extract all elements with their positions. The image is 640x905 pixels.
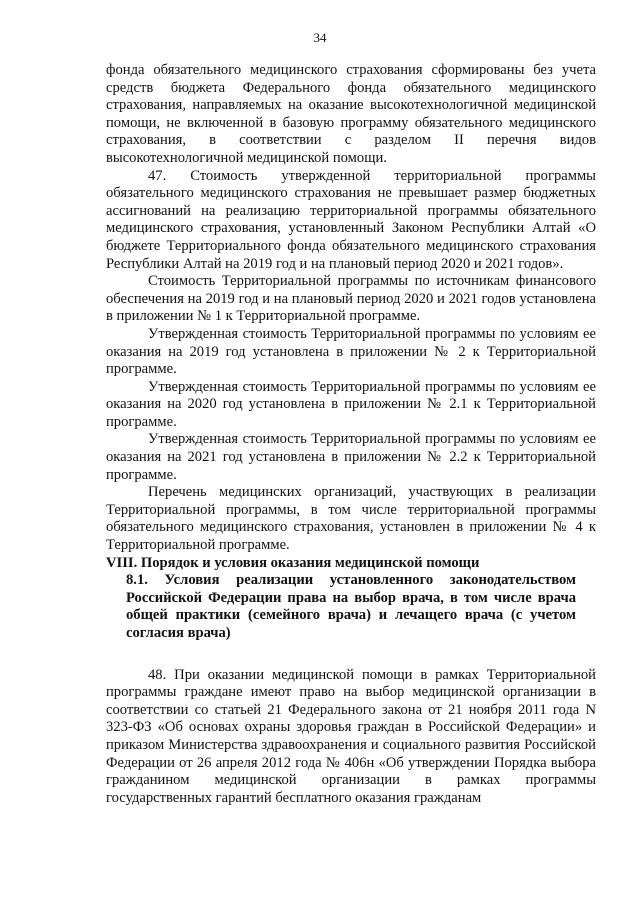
paragraph-continuation: фонда обязательного медицинского страхования сформированы без учета средств бюджета Федерального фонда обязательного медицинского страхования, направляемых на оказание высокотехнологичной медицинской помощи, не включенной в базовую программу обязательного медицинского страхования, в соответствии с разделом II перечня видов высокотехнологичной медицинской помощи. — [106, 62, 596, 166]
paragraph-cost-sources: Стоимость Территориальной программы по источникам финансового обеспечения на 2019 год и на плановый период 2020 и 2021 годов установлена в приложении № 1 к Территориальной программе. — [106, 273, 596, 325]
section-title: VIII. Порядок и условия оказания медицинской помощи — [106, 554, 480, 571]
paragraph-47: 47. Стоимость утвержденной территориальной программы обязательного медицинского страхования не превышает размер бюджетных ассигнований на реализацию территориальной программы обязательного медицинского страхования, установленный Законом Республики Алтай «О бюджете Территориального фонда обязательного медицинского страхования Республики Алтай на 2019 год и на плановый период 2020 и 2021 годов». — [106, 167, 596, 272]
subsection-title: 8.1. Условия реализации установленного законодательством Российской Федерации права на выбор врача, в том числе врача общей практики (семейного врача) и лечащего врача (с учетом согласия врача) — [126, 572, 576, 641]
paragraph-organizations-list: Перечень медицинских организаций, участвующих в реализации Территориальной программы, в том числе территориальной программы обязательного медицинского страхования, установлен в приложении № 4 к Территориальной программе. — [106, 484, 596, 554]
paragraph-48: 48. При оказании медицинской помощи в рамках Территориальной программы граждане имеют право на выбор медицинской организации в соответствии со статьей 21 Федерального закона от 21 ноября 2011 года N 323-ФЗ «Об основах охраны здоровья граждан в Российской Федерации» и приказом Министерства здравоохранения и социального развития Российской Федерации от 26 апреля 2012 года № 406н «Об утверждении Порядка выбора гражданином медицинской организации в рамках программы государственных гарантий бесплатного оказания гражданам — [106, 666, 596, 806]
document-body — [106, 62, 596, 807]
paragraph-cost-2019: Утвержденная стоимость Территориальной программы по условиям ее оказания на 2019 год установлена в приложении № 2 к Территориальной программе. — [106, 325, 596, 378]
paragraph-cost-2020: Утвержденная стоимость Территориальной программы по условиям ее оказания на 2020 год установлена в приложении № 2.1 к Территориальной программе. — [106, 378, 596, 430]
page-number: 34 — [313, 30, 327, 45]
paragraph-cost-2021: Утвержденная стоимость Территориальной программы по условиям ее оказания на 2021 год установлена в приложении № 2.2 к Территориальной программе. — [106, 431, 596, 483]
